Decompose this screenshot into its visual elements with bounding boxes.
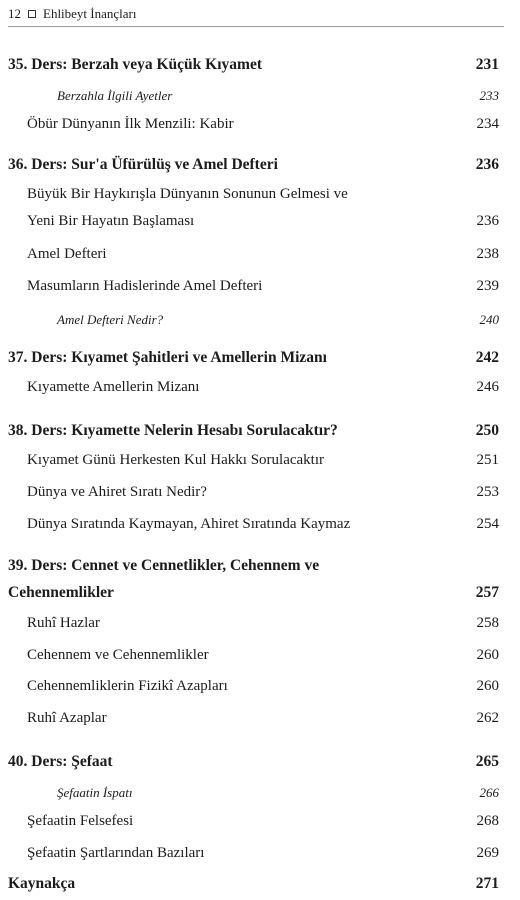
toc-sub-entry[interactable] bbox=[57, 88, 499, 104]
toc-page: 236 bbox=[475, 156, 499, 173]
toc-title: Amel Defteri bbox=[27, 246, 107, 262]
toc-page: 253 bbox=[476, 484, 499, 500]
toc-title: 38. Ders: Kıyamette Nelerin Hesabı Sorulacaktır? bbox=[8, 422, 338, 439]
toc-entry[interactable] bbox=[27, 678, 499, 695]
toc-page: 236 bbox=[476, 213, 499, 229]
page-number: 12 bbox=[8, 6, 21, 21]
toc-page: 251 bbox=[476, 452, 499, 468]
toc-page: 239 bbox=[476, 278, 499, 294]
toc-entry[interactable] bbox=[27, 484, 499, 501]
toc-title: Ruhî Hazlar bbox=[27, 615, 100, 631]
toc-chapter-35[interactable] bbox=[8, 56, 499, 74]
toc-entry[interactable] bbox=[27, 813, 499, 830]
book-title: Ehlibeyt İnançları bbox=[43, 6, 137, 21]
toc-entry-first-line: Büyük Bir Haykırışla Dünyanın Sonunun Gelmesi ve bbox=[27, 186, 348, 202]
toc-page: 258 bbox=[476, 615, 499, 631]
toc-title: Kıyamet Günü Herkesten Kul Hakkı Sorulacaktır bbox=[27, 452, 325, 468]
toc-entry[interactable] bbox=[27, 845, 499, 862]
toc-title: Ruhî Azaplar bbox=[27, 710, 107, 726]
toc-title: Amel Defteri Nedir? bbox=[57, 312, 164, 327]
toc-chapter-39-first-line: 39. Ders: Cennet ve Cennetlikler, Cehennem ve bbox=[8, 557, 320, 574]
toc-chapter-38[interactable] bbox=[8, 422, 499, 440]
toc-title: Yeni Bir Hayatın Başlaması bbox=[27, 213, 195, 229]
toc-title: Cehennemliklerin Fizikî Azapları bbox=[27, 678, 228, 694]
toc-page: 254 bbox=[476, 516, 499, 532]
toc-title: Masumların Hadislerinde Amel Defteri bbox=[27, 278, 263, 294]
toc-entry[interactable] bbox=[27, 116, 499, 133]
toc-page: 238 bbox=[476, 246, 499, 262]
toc-page: 233 bbox=[479, 88, 499, 103]
toc-title: 40. Ders: Şefaat bbox=[8, 753, 113, 770]
toc-title: Dünya ve Ahiret Sıratı Nedir? bbox=[27, 484, 207, 500]
toc-entry[interactable] bbox=[27, 278, 499, 295]
toc-title: 35. Ders: Berzah veya Küçük Kıyamet bbox=[8, 56, 262, 73]
toc-title: Cehennemlikler bbox=[8, 584, 114, 601]
toc-title: Cehennem ve Cehennemlikler bbox=[27, 647, 209, 663]
toc-chapter-40[interactable] bbox=[8, 753, 499, 771]
toc-chapter-36[interactable] bbox=[8, 156, 499, 174]
toc-title: Öbür Dünyanın İlk Menzili: Kabir bbox=[27, 116, 234, 132]
toc-sub-entry[interactable] bbox=[57, 312, 499, 328]
toc-entry[interactable] bbox=[27, 246, 499, 263]
toc-title: Kaynakça bbox=[8, 875, 76, 892]
toc-page: 257 bbox=[475, 584, 499, 601]
toc-entry[interactable] bbox=[27, 647, 499, 664]
toc-chapter-39[interactable] bbox=[8, 584, 499, 602]
toc-page: 250 bbox=[475, 422, 499, 439]
toc-bibliography[interactable] bbox=[8, 875, 499, 893]
toc-page: 265 bbox=[475, 753, 499, 770]
toc-entry[interactable] bbox=[27, 710, 499, 727]
toc-chapter-37[interactable] bbox=[8, 349, 499, 367]
toc-page: 266 bbox=[479, 785, 499, 800]
toc-entry[interactable] bbox=[27, 615, 499, 632]
toc-page: 268 bbox=[476, 813, 499, 829]
toc-title: Kıyamette Amellerin Mizanı bbox=[27, 379, 200, 395]
toc-title: 36. Ders: Sur'a Üfürülüş ve Amel Defteri bbox=[8, 156, 278, 173]
toc-entry[interactable] bbox=[27, 516, 499, 533]
toc-page: 246 bbox=[476, 379, 499, 395]
toc-title: Berzahla İlgili Ayetler bbox=[57, 88, 173, 103]
toc-title: Şefaatin Felsefesi bbox=[27, 813, 134, 829]
toc-title: 37. Ders: Kıyamet Şahitleri ve Amellerin Mizanı bbox=[8, 349, 327, 366]
toc-sub-entry[interactable] bbox=[57, 785, 499, 801]
toc-title: Dünya Sıratında Kaymayan, Ahiret Sıratında Kaymaz bbox=[27, 516, 351, 532]
toc-page: 240 bbox=[479, 312, 499, 327]
toc-page: 269 bbox=[476, 845, 499, 861]
toc-title: Şefaatin Şartlarından Bazıları bbox=[27, 845, 205, 861]
toc-page: 234 bbox=[476, 116, 499, 132]
toc-page: 231 bbox=[475, 56, 499, 73]
toc-page: 262 bbox=[476, 710, 499, 726]
toc-entry[interactable] bbox=[27, 379, 499, 396]
toc-entry[interactable] bbox=[27, 452, 499, 469]
toc-title: Şefaatin İspatı bbox=[57, 785, 133, 800]
toc-entry[interactable] bbox=[27, 213, 499, 230]
toc-page: 242 bbox=[475, 349, 499, 366]
toc-page: 260 bbox=[476, 678, 499, 694]
toc-page: 271 bbox=[475, 875, 499, 892]
toc-page: 260 bbox=[476, 647, 499, 663]
